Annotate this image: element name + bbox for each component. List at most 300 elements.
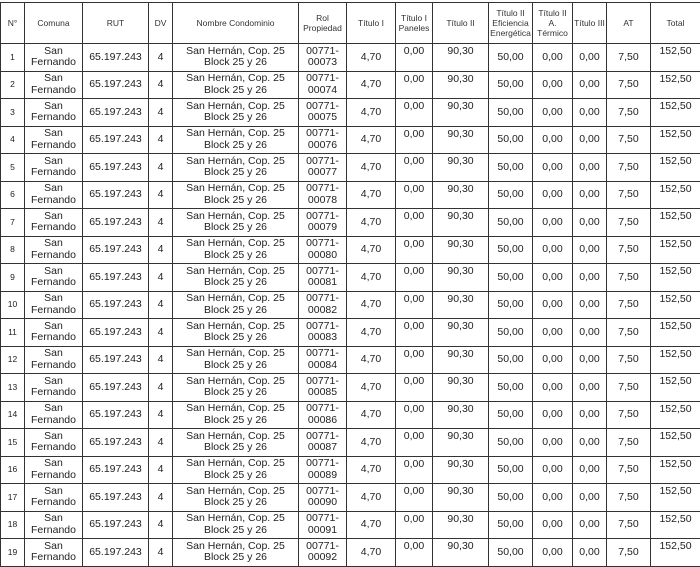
cell-comuna: San Fernando [25, 126, 83, 154]
cell-titulo-i: 4,70 [347, 429, 396, 457]
cell-titulo-ii-eficiencia: 50,00 [489, 456, 533, 484]
cell-nombre-condominio: San Hernán, Cop. 25 Block 25 y 26 [173, 539, 299, 567]
cell-titulo-iii: 0,00 [573, 539, 607, 567]
cell-total: 152,50 [651, 539, 700, 567]
cell-dv: 4 [149, 429, 173, 457]
table-row [1, 484, 700, 512]
cell-n: 12 [1, 346, 25, 374]
cell-total: 152,50 [651, 484, 700, 512]
table-row [1, 511, 700, 539]
cell-total: 152,50 [651, 154, 700, 182]
cell-rol-propiedad: 00771-00075 [299, 99, 347, 127]
cell-titulo-iii: 0,00 [573, 99, 607, 127]
cell-titulo-i: 4,70 [347, 456, 396, 484]
cell-titulo-ii-termico: 0,00 [533, 71, 573, 99]
cell-total: 152,50 [651, 209, 700, 237]
cell-dv: 4 [149, 511, 173, 539]
cell-rol-propiedad: 00771-00082 [299, 291, 347, 319]
cell-rol-propiedad: 00771-00080 [299, 236, 347, 264]
cell-at: 7,50 [607, 456, 651, 484]
table-row [1, 456, 700, 484]
cell-rut: 65.197.243 [83, 154, 149, 182]
cell-dv: 4 [149, 374, 173, 402]
cell-comuna: San Fernando [25, 511, 83, 539]
cell-comuna: San Fernando [25, 44, 83, 72]
cell-rol-propiedad: 00771-00074 [299, 71, 347, 99]
cell-comuna: San Fernando [25, 539, 83, 567]
cell-rol-propiedad: 00771-00092 [299, 539, 347, 567]
cell-titulo-ii-termico: 0,00 [533, 346, 573, 374]
cell-total: 152,50 [651, 346, 700, 374]
header-titulo-iii: Título III [573, 3, 607, 44]
cell-n: 14 [1, 401, 25, 429]
cell-titulo-i-paneles: 0,00 [396, 484, 433, 512]
table-row [1, 154, 700, 182]
cell-titulo-ii-eficiencia: 50,00 [489, 291, 533, 319]
cell-titulo-ii-eficiencia: 50,00 [489, 236, 533, 264]
cell-titulo-iii: 0,00 [573, 236, 607, 264]
cell-rut: 65.197.243 [83, 319, 149, 347]
table-row [1, 126, 700, 154]
cell-titulo-ii: 90,30 [433, 511, 489, 539]
cell-titulo-i: 4,70 [347, 374, 396, 402]
cell-titulo-iii: 0,00 [573, 484, 607, 512]
cell-titulo-ii-eficiencia: 50,00 [489, 126, 533, 154]
cell-titulo-iii: 0,00 [573, 71, 607, 99]
cell-titulo-ii: 90,30 [433, 99, 489, 127]
cell-dv: 4 [149, 401, 173, 429]
header-titulo-ii-termico: Título II A. Térmico [533, 3, 573, 44]
cell-dv: 4 [149, 71, 173, 99]
table-row [1, 374, 700, 402]
cell-rut: 65.197.243 [83, 264, 149, 292]
cell-rut: 65.197.243 [83, 374, 149, 402]
cell-n: 6 [1, 181, 25, 209]
cell-nombre-condominio: San Hernán, Cop. 25 Block 25 y 26 [173, 71, 299, 99]
cell-rut: 65.197.243 [83, 71, 149, 99]
cell-titulo-i-paneles: 0,00 [396, 209, 433, 237]
cell-titulo-ii-eficiencia: 50,00 [489, 99, 533, 127]
cell-rut: 65.197.243 [83, 236, 149, 264]
cell-titulo-ii-eficiencia: 50,00 [489, 319, 533, 347]
cell-titulo-i-paneles: 0,00 [396, 71, 433, 99]
cell-titulo-i: 4,70 [347, 209, 396, 237]
cell-titulo-i: 4,70 [347, 401, 396, 429]
table-row [1, 71, 700, 99]
cell-at: 7,50 [607, 181, 651, 209]
cell-titulo-iii: 0,00 [573, 429, 607, 457]
cell-titulo-i: 4,70 [347, 181, 396, 209]
cell-comuna: San Fernando [25, 456, 83, 484]
cell-titulo-ii-termico: 0,00 [533, 236, 573, 264]
cell-nombre-condominio: San Hernán, Cop. 25 Block 25 y 26 [173, 236, 299, 264]
cell-titulo-i-paneles: 0,00 [396, 401, 433, 429]
cell-titulo-i: 4,70 [347, 154, 396, 182]
cell-comuna: San Fernando [25, 484, 83, 512]
cell-rut: 65.197.243 [83, 209, 149, 237]
cell-total: 152,50 [651, 456, 700, 484]
cell-titulo-ii-termico: 0,00 [533, 99, 573, 127]
cell-at: 7,50 [607, 539, 651, 567]
table-row [1, 291, 700, 319]
cell-dv: 4 [149, 484, 173, 512]
cell-titulo-i-paneles: 0,00 [396, 126, 433, 154]
cell-titulo-i-paneles: 0,00 [396, 346, 433, 374]
cell-n: 8 [1, 236, 25, 264]
cell-at: 7,50 [607, 346, 651, 374]
cell-titulo-ii: 90,30 [433, 374, 489, 402]
cell-titulo-ii: 90,30 [433, 71, 489, 99]
cell-rut: 65.197.243 [83, 429, 149, 457]
cell-titulo-ii-termico: 0,00 [533, 181, 573, 209]
cell-titulo-ii-eficiencia: 50,00 [489, 401, 533, 429]
cell-total: 152,50 [651, 264, 700, 292]
cell-total: 152,50 [651, 374, 700, 402]
cell-titulo-ii-eficiencia: 50,00 [489, 484, 533, 512]
cell-nombre-condominio: San Hernán, Cop. 25 Block 25 y 26 [173, 374, 299, 402]
cell-titulo-ii-termico: 0,00 [533, 44, 573, 72]
cell-total: 152,50 [651, 126, 700, 154]
cell-total: 152,50 [651, 71, 700, 99]
cell-titulo-iii: 0,00 [573, 44, 607, 72]
cell-comuna: San Fernando [25, 71, 83, 99]
cell-rut: 65.197.243 [83, 456, 149, 484]
cell-at: 7,50 [607, 126, 651, 154]
cell-comuna: San Fernando [25, 264, 83, 292]
cell-titulo-ii-eficiencia: 50,00 [489, 154, 533, 182]
cell-rut: 65.197.243 [83, 44, 149, 72]
cell-titulo-i: 4,70 [347, 484, 396, 512]
cell-comuna: San Fernando [25, 236, 83, 264]
cell-rol-propiedad: 00771-00091 [299, 511, 347, 539]
cell-n: 19 [1, 539, 25, 567]
cell-at: 7,50 [607, 291, 651, 319]
condominium-table [0, 2, 700, 567]
cell-titulo-iii: 0,00 [573, 456, 607, 484]
cell-comuna: San Fernando [25, 374, 83, 402]
cell-rol-propiedad: 00771-00089 [299, 456, 347, 484]
cell-titulo-ii: 90,30 [433, 456, 489, 484]
cell-titulo-iii: 0,00 [573, 264, 607, 292]
cell-nombre-condominio: San Hernán, Cop. 25 Block 25 y 26 [173, 511, 299, 539]
cell-titulo-i: 4,70 [347, 291, 396, 319]
cell-rut: 65.197.243 [83, 346, 149, 374]
cell-titulo-ii-termico: 0,00 [533, 539, 573, 567]
cell-titulo-i-paneles: 0,00 [396, 429, 433, 457]
cell-dv: 4 [149, 264, 173, 292]
cell-titulo-i-paneles: 0,00 [396, 264, 433, 292]
table-row [1, 319, 700, 347]
header-titulo-ii-eficiencia: Título II Eficiencia Energética [489, 3, 533, 44]
cell-titulo-i: 4,70 [347, 126, 396, 154]
cell-titulo-i: 4,70 [347, 511, 396, 539]
cell-rol-propiedad: 00771-00085 [299, 374, 347, 402]
cell-titulo-iii: 0,00 [573, 181, 607, 209]
cell-total: 152,50 [651, 181, 700, 209]
cell-comuna: San Fernando [25, 154, 83, 182]
cell-rut: 65.197.243 [83, 401, 149, 429]
cell-nombre-condominio: San Hernán, Cop. 25 Block 25 y 26 [173, 44, 299, 72]
cell-at: 7,50 [607, 374, 651, 402]
cell-dv: 4 [149, 44, 173, 72]
cell-nombre-condominio: San Hernán, Cop. 25 Block 25 y 26 [173, 319, 299, 347]
cell-titulo-ii: 90,30 [433, 154, 489, 182]
cell-titulo-i: 4,70 [347, 539, 396, 567]
table-row [1, 44, 700, 72]
header-total: Total [651, 3, 700, 44]
cell-n: 17 [1, 484, 25, 512]
cell-dv: 4 [149, 539, 173, 567]
cell-titulo-i: 4,70 [347, 44, 396, 72]
table-row [1, 539, 700, 567]
cell-titulo-ii-termico: 0,00 [533, 319, 573, 347]
cell-n: 11 [1, 319, 25, 347]
cell-at: 7,50 [607, 511, 651, 539]
cell-titulo-ii: 90,30 [433, 429, 489, 457]
cell-titulo-ii: 90,30 [433, 291, 489, 319]
cell-total: 152,50 [651, 511, 700, 539]
cell-titulo-ii: 90,30 [433, 264, 489, 292]
cell-nombre-condominio: San Hernán, Cop. 25 Block 25 y 26 [173, 154, 299, 182]
cell-titulo-iii: 0,00 [573, 291, 607, 319]
header-n: N° [1, 3, 25, 44]
cell-at: 7,50 [607, 44, 651, 72]
cell-rut: 65.197.243 [83, 539, 149, 567]
cell-nombre-condominio: San Hernán, Cop. 25 Block 25 y 26 [173, 456, 299, 484]
cell-nombre-condominio: San Hernán, Cop. 25 Block 25 y 26 [173, 99, 299, 127]
cell-total: 152,50 [651, 236, 700, 264]
table-row [1, 401, 700, 429]
cell-dv: 4 [149, 346, 173, 374]
cell-titulo-ii: 90,30 [433, 126, 489, 154]
cell-titulo-ii-eficiencia: 50,00 [489, 71, 533, 99]
cell-nombre-condominio: San Hernán, Cop. 25 Block 25 y 26 [173, 264, 299, 292]
cell-n: 15 [1, 429, 25, 457]
cell-titulo-ii-termico: 0,00 [533, 511, 573, 539]
cell-comuna: San Fernando [25, 99, 83, 127]
cell-n: 18 [1, 511, 25, 539]
cell-rut: 65.197.243 [83, 291, 149, 319]
cell-titulo-i-paneles: 0,00 [396, 181, 433, 209]
cell-titulo-i-paneles: 0,00 [396, 236, 433, 264]
cell-nombre-condominio: San Hernán, Cop. 25 Block 25 y 26 [173, 484, 299, 512]
cell-nombre-condominio: San Hernán, Cop. 25 Block 25 y 26 [173, 209, 299, 237]
cell-n: 10 [1, 291, 25, 319]
cell-dv: 4 [149, 236, 173, 264]
cell-titulo-i: 4,70 [347, 319, 396, 347]
cell-titulo-ii-termico: 0,00 [533, 484, 573, 512]
cell-titulo-ii-termico: 0,00 [533, 264, 573, 292]
cell-comuna: San Fernando [25, 319, 83, 347]
cell-n: 2 [1, 71, 25, 99]
cell-titulo-ii-termico: 0,00 [533, 401, 573, 429]
cell-titulo-ii: 90,30 [433, 346, 489, 374]
cell-nombre-condominio: San Hernán, Cop. 25 Block 25 y 26 [173, 126, 299, 154]
cell-rol-propiedad: 00771-00077 [299, 154, 347, 182]
cell-titulo-ii-eficiencia: 50,00 [489, 346, 533, 374]
cell-rut: 65.197.243 [83, 511, 149, 539]
cell-nombre-condominio: San Hernán, Cop. 25 Block 25 y 26 [173, 291, 299, 319]
cell-titulo-ii-eficiencia: 50,00 [489, 429, 533, 457]
cell-titulo-iii: 0,00 [573, 126, 607, 154]
cell-total: 152,50 [651, 401, 700, 429]
cell-rut: 65.197.243 [83, 99, 149, 127]
header-row [1, 3, 700, 44]
table-row [1, 99, 700, 127]
cell-titulo-ii: 90,30 [433, 181, 489, 209]
cell-titulo-i: 4,70 [347, 71, 396, 99]
cell-titulo-ii-eficiencia: 50,00 [489, 44, 533, 72]
header-comuna: Comuna [25, 3, 83, 44]
cell-at: 7,50 [607, 484, 651, 512]
cell-titulo-ii: 90,30 [433, 539, 489, 567]
cell-n: 3 [1, 99, 25, 127]
cell-titulo-i-paneles: 0,00 [396, 456, 433, 484]
cell-titulo-ii: 90,30 [433, 484, 489, 512]
cell-titulo-ii-termico: 0,00 [533, 209, 573, 237]
cell-rol-propiedad: 00771-00079 [299, 209, 347, 237]
cell-total: 152,50 [651, 429, 700, 457]
cell-dv: 4 [149, 126, 173, 154]
cell-titulo-ii-eficiencia: 50,00 [489, 264, 533, 292]
cell-at: 7,50 [607, 236, 651, 264]
cell-dv: 4 [149, 99, 173, 127]
cell-dv: 4 [149, 181, 173, 209]
cell-rut: 65.197.243 [83, 126, 149, 154]
cell-dv: 4 [149, 154, 173, 182]
cell-dv: 4 [149, 209, 173, 237]
cell-at: 7,50 [607, 264, 651, 292]
cell-n: 13 [1, 374, 25, 402]
cell-rol-propiedad: 00771-00078 [299, 181, 347, 209]
cell-n: 9 [1, 264, 25, 292]
cell-titulo-i-paneles: 0,00 [396, 154, 433, 182]
cell-titulo-iii: 0,00 [573, 374, 607, 402]
cell-comuna: San Fernando [25, 209, 83, 237]
cell-rol-propiedad: 00771-00076 [299, 126, 347, 154]
cell-titulo-ii-eficiencia: 50,00 [489, 181, 533, 209]
cell-titulo-ii-eficiencia: 50,00 [489, 511, 533, 539]
cell-titulo-i-paneles: 0,00 [396, 511, 433, 539]
header-rut: RUT [83, 3, 149, 44]
header-nombre-condominio: Nombre Condominio [173, 3, 299, 44]
cell-comuna: San Fernando [25, 401, 83, 429]
table-row [1, 264, 700, 292]
cell-rol-propiedad: 00771-00090 [299, 484, 347, 512]
cell-titulo-i-paneles: 0,00 [396, 99, 433, 127]
cell-titulo-i-paneles: 0,00 [396, 44, 433, 72]
cell-titulo-ii-eficiencia: 50,00 [489, 539, 533, 567]
cell-rol-propiedad: 00771-00086 [299, 401, 347, 429]
cell-titulo-ii: 90,30 [433, 209, 489, 237]
cell-titulo-iii: 0,00 [573, 209, 607, 237]
cell-at: 7,50 [607, 99, 651, 127]
cell-titulo-ii-termico: 0,00 [533, 154, 573, 182]
header-at: AT [607, 3, 651, 44]
cell-at: 7,50 [607, 429, 651, 457]
cell-rol-propiedad: 00771-00084 [299, 346, 347, 374]
cell-titulo-i: 4,70 [347, 236, 396, 264]
cell-n: 1 [1, 44, 25, 72]
table-row [1, 346, 700, 374]
cell-dv: 4 [149, 456, 173, 484]
cell-n: 16 [1, 456, 25, 484]
cell-total: 152,50 [651, 291, 700, 319]
cell-at: 7,50 [607, 209, 651, 237]
cell-titulo-iii: 0,00 [573, 401, 607, 429]
header-titulo-i-paneles: Título I Paneles [396, 3, 433, 44]
header-titulo-ii: Título II [433, 3, 489, 44]
cell-dv: 4 [149, 291, 173, 319]
cell-at: 7,50 [607, 401, 651, 429]
cell-titulo-i: 4,70 [347, 264, 396, 292]
table-row [1, 209, 700, 237]
table-row [1, 236, 700, 264]
cell-n: 5 [1, 154, 25, 182]
cell-titulo-i-paneles: 0,00 [396, 291, 433, 319]
cell-total: 152,50 [651, 319, 700, 347]
cell-titulo-ii: 90,30 [433, 44, 489, 72]
cell-titulo-iii: 0,00 [573, 319, 607, 347]
cell-titulo-ii: 90,30 [433, 319, 489, 347]
table-row [1, 429, 700, 457]
header-dv: DV [149, 3, 173, 44]
cell-nombre-condominio: San Hernán, Cop. 25 Block 25 y 26 [173, 346, 299, 374]
cell-rol-propiedad: 00771-00081 [299, 264, 347, 292]
cell-nombre-condominio: San Hernán, Cop. 25 Block 25 y 26 [173, 181, 299, 209]
cell-rut: 65.197.243 [83, 181, 149, 209]
cell-at: 7,50 [607, 71, 651, 99]
cell-rol-propiedad: 00771-00083 [299, 319, 347, 347]
cell-titulo-i-paneles: 0,00 [396, 319, 433, 347]
cell-titulo-ii-eficiencia: 50,00 [489, 374, 533, 402]
cell-titulo-ii-termico: 0,00 [533, 429, 573, 457]
cell-titulo-iii: 0,00 [573, 346, 607, 374]
cell-titulo-ii-eficiencia: 50,00 [489, 209, 533, 237]
cell-comuna: San Fernando [25, 181, 83, 209]
cell-titulo-i-paneles: 0,00 [396, 539, 433, 567]
cell-titulo-ii: 90,30 [433, 401, 489, 429]
cell-total: 152,50 [651, 44, 700, 72]
cell-comuna: San Fernando [25, 429, 83, 457]
cell-n: 4 [1, 126, 25, 154]
cell-titulo-ii-termico: 0,00 [533, 291, 573, 319]
header-titulo-i: Título I [347, 3, 396, 44]
cell-n: 7 [1, 209, 25, 237]
cell-titulo-i: 4,70 [347, 346, 396, 374]
cell-titulo-i-paneles: 0,00 [396, 374, 433, 402]
cell-comuna: San Fernando [25, 346, 83, 374]
cell-titulo-ii: 90,30 [433, 236, 489, 264]
cell-total: 152,50 [651, 99, 700, 127]
cell-nombre-condominio: San Hernán, Cop. 25 Block 25 y 26 [173, 401, 299, 429]
cell-rut: 65.197.243 [83, 484, 149, 512]
cell-comuna: San Fernando [25, 291, 83, 319]
cell-titulo-ii-termico: 0,00 [533, 126, 573, 154]
cell-titulo-ii-termico: 0,00 [533, 456, 573, 484]
cell-nombre-condominio: San Hernán, Cop. 25 Block 25 y 26 [173, 429, 299, 457]
cell-at: 7,50 [607, 319, 651, 347]
header-rol-propiedad: Rol Propiedad [299, 3, 347, 44]
cell-titulo-iii: 0,00 [573, 154, 607, 182]
cell-rol-propiedad: 00771-00073 [299, 44, 347, 72]
cell-titulo-i: 4,70 [347, 99, 396, 127]
table-row [1, 181, 700, 209]
cell-titulo-iii: 0,00 [573, 511, 607, 539]
cell-rol-propiedad: 00771-00087 [299, 429, 347, 457]
cell-titulo-ii-termico: 0,00 [533, 374, 573, 402]
cell-at: 7,50 [607, 154, 651, 182]
